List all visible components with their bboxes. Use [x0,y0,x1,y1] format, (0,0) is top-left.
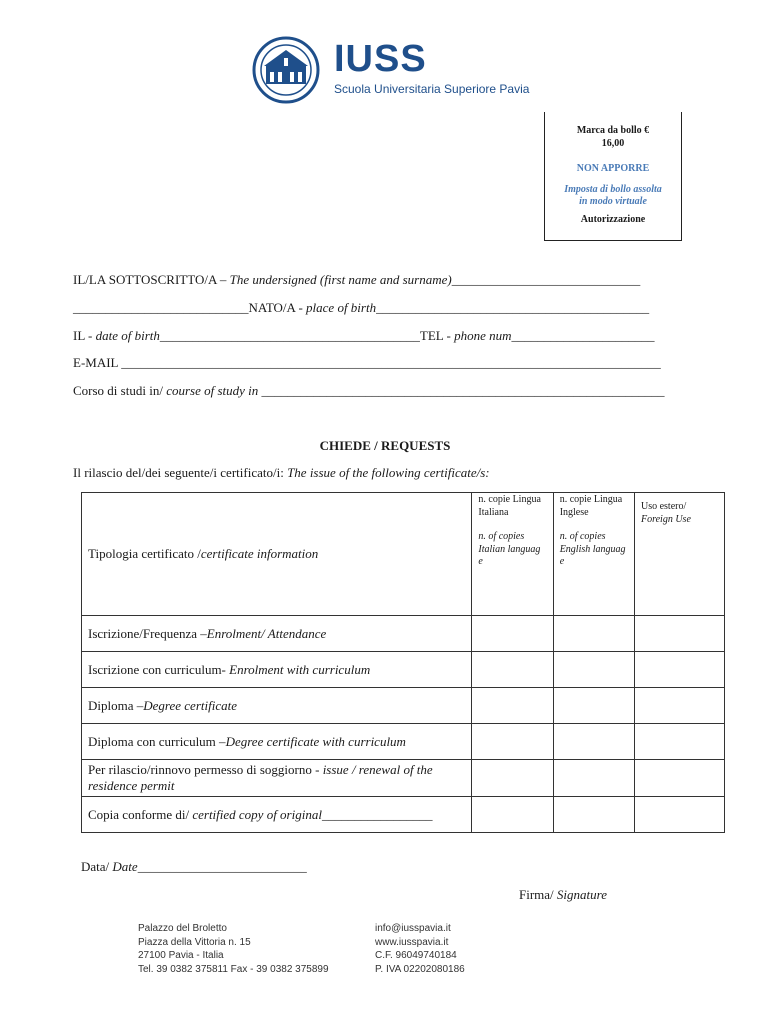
footer-email[interactable]: info@iusspavia.it [375,923,451,934]
cell-italian-copies[interactable] [472,760,553,797]
nato-label: NATO/A - [248,300,307,315]
row-it: Diploma – [88,697,144,713]
cell-foreign-use[interactable] [634,724,724,760]
row-en: Degree certificate with curriculum [225,733,406,749]
sottoscritto-en: The undersigned (first name and surname) [229,272,452,287]
signature-label-it: Firma/ [519,887,557,902]
row-it: Iscrizione/Frequenza – [88,625,207,641]
footer-address [138,922,329,976]
cell-italian-copies[interactable] [472,688,553,724]
footer-website[interactable]: www.iusspavia.it [375,936,449,948]
footer-contacts [375,922,465,976]
tel-en: phone num [454,328,512,343]
iuss-emblem-icon [250,36,322,104]
nato-en: place of birth [306,300,377,315]
date-label-it: Data/ [81,859,113,874]
email-label: E-MAIL [73,355,122,370]
rilascio-it: Il rilascio del/dei seguente/i certificato/i: [73,465,288,480]
tel-label: TEL - [419,328,455,343]
header-italian-copies [472,493,553,616]
header-col2-en: n. of copies Italian languag e [478,531,541,567]
cell-foreign-use[interactable] [634,652,724,688]
row-label-enrolment-curriculum [82,652,472,688]
course-line[interactable] [73,383,665,399]
sottoscritto-blank[interactable]: _____________________________ [451,272,641,287]
row-it: Iscrizione con curriculum- [88,661,230,677]
nato-blank[interactable]: __________________________________________ [376,300,650,315]
certified-copy-blank[interactable]: _________________ [321,806,433,822]
row-en: Enrolment with curriculum [229,661,371,677]
cell-english-copies[interactable] [553,760,634,797]
email-blank[interactable]: ___________________________________________________________________________________ [121,355,661,370]
cell-foreign-use[interactable] [634,688,724,724]
row-en: certified copy of original [192,806,322,822]
cell-foreign-use[interactable] [634,616,724,652]
header-col4-en: Foreign Use [640,513,691,525]
stamp-title [545,124,681,150]
stamp-title-line1: Marca da bollo € [576,125,650,136]
rilascio-line [73,465,490,481]
row-it: Per rilascio/rinnovo permesso di soggiorno - [88,762,323,777]
cell-italian-copies[interactable] [472,797,553,833]
brand-subtitle: Scuola Universitaria Superiore Pavia [334,82,530,96]
row-label-residence-permit [82,760,472,797]
il-label: IL - [73,328,96,343]
row-label-enrolment [82,616,472,652]
cell-english-copies[interactable] [553,797,634,833]
header-col4-it: Uso estero/ [640,501,687,512]
table-row [82,688,725,724]
row-it: Diploma con curriculum – [88,733,226,749]
table-row [82,797,725,833]
corso-blank[interactable]: ______________________________________________________________ [258,383,665,398]
row-label-degree [82,688,472,724]
cell-foreign-use[interactable] [634,797,724,833]
stamp-no-apply: NON APPORRE [576,163,650,174]
header-main-en: certificate information [200,546,319,561]
table-row [82,760,725,797]
date-line[interactable] [81,859,307,875]
stamp-title-line2: 16,00 [601,138,625,149]
sottoscritto-label: IL/LA SOTTOSCRITTO/A – [73,272,230,287]
row-en: Enrolment/ Attendance [206,625,327,641]
header-main-it: Tipologia certificato / [88,546,201,561]
corso-label: Corso di studi in/ [73,383,167,398]
sottoscritto-line[interactable] [73,272,640,288]
row-label-degree-curriculum [82,724,472,760]
nato-blank-before[interactable]: ___________________________ [73,300,249,315]
il-en: date of birth [95,328,160,343]
footer-fiscal-code: C.F. 96049740184 [375,950,457,961]
nato-line[interactable] [73,300,649,316]
header-english-copies [553,493,634,616]
brand-name: IUSS [334,38,427,80]
signature-label-en: Signature [556,887,607,902]
cell-italian-copies[interactable] [472,652,553,688]
footer-vat: P. IVA 02202080186 [375,963,465,975]
rilascio-en: The issue of the following certificate/s: [287,465,490,480]
table-row [82,652,725,688]
cell-english-copies[interactable] [553,616,634,652]
cell-english-copies[interactable] [553,724,634,760]
date-label-en: Date [112,859,138,874]
cell-english-copies[interactable] [553,652,634,688]
row-label-certified-copy [82,797,472,833]
certificate-table [81,492,725,833]
iuss-logo [250,36,540,106]
cell-english-copies[interactable] [553,688,634,724]
header-col2-it: n. copie Lingua Italiana [478,494,541,518]
header-foreign-use [634,493,724,616]
requests-heading: CHIEDE / REQUESTS [319,438,451,453]
footer-address-line: 27100 Pavia - Italia [138,950,224,961]
footer-phone-line: Tel. 39 0382 375811 Fax - 39 0382 375899 [138,963,329,975]
footer-address-line: Palazzo del Broletto [138,923,227,934]
cell-foreign-use[interactable] [634,760,724,797]
il-blank[interactable]: ________________________________________ [159,328,420,343]
stamp-imposta: Imposta di bollo assolta in modo virtuale [564,184,662,207]
header-col3-it: n. copie Lingua Inglese [559,494,623,518]
email-line[interactable] [73,355,661,371]
stamp-cut-text: Autorizzazione [580,214,646,225]
header-certificate-type [82,493,472,616]
birth-date-line[interactable] [73,328,655,344]
signature-line[interactable] [519,887,607,903]
cell-italian-copies[interactable] [472,616,553,652]
footer-address-line: Piazza della Vittoria n. 15 [138,936,251,948]
date-blank[interactable]: __________________________ [137,859,307,874]
row-en: Degree certificate [143,697,237,713]
stamp-box [544,112,682,241]
row-en: issue / renewal of the residence permit [88,762,433,793]
cell-italian-copies[interactable] [472,724,553,760]
row-it: Copia conforme di/ [88,806,193,822]
tel-blank[interactable]: ______________________ [511,328,655,343]
corso-en: course of study in [166,383,259,398]
header-col3-en: n. of copies English languag e [559,531,626,567]
table-header-row [82,493,725,616]
table-row [82,724,725,760]
table-row [82,616,725,652]
